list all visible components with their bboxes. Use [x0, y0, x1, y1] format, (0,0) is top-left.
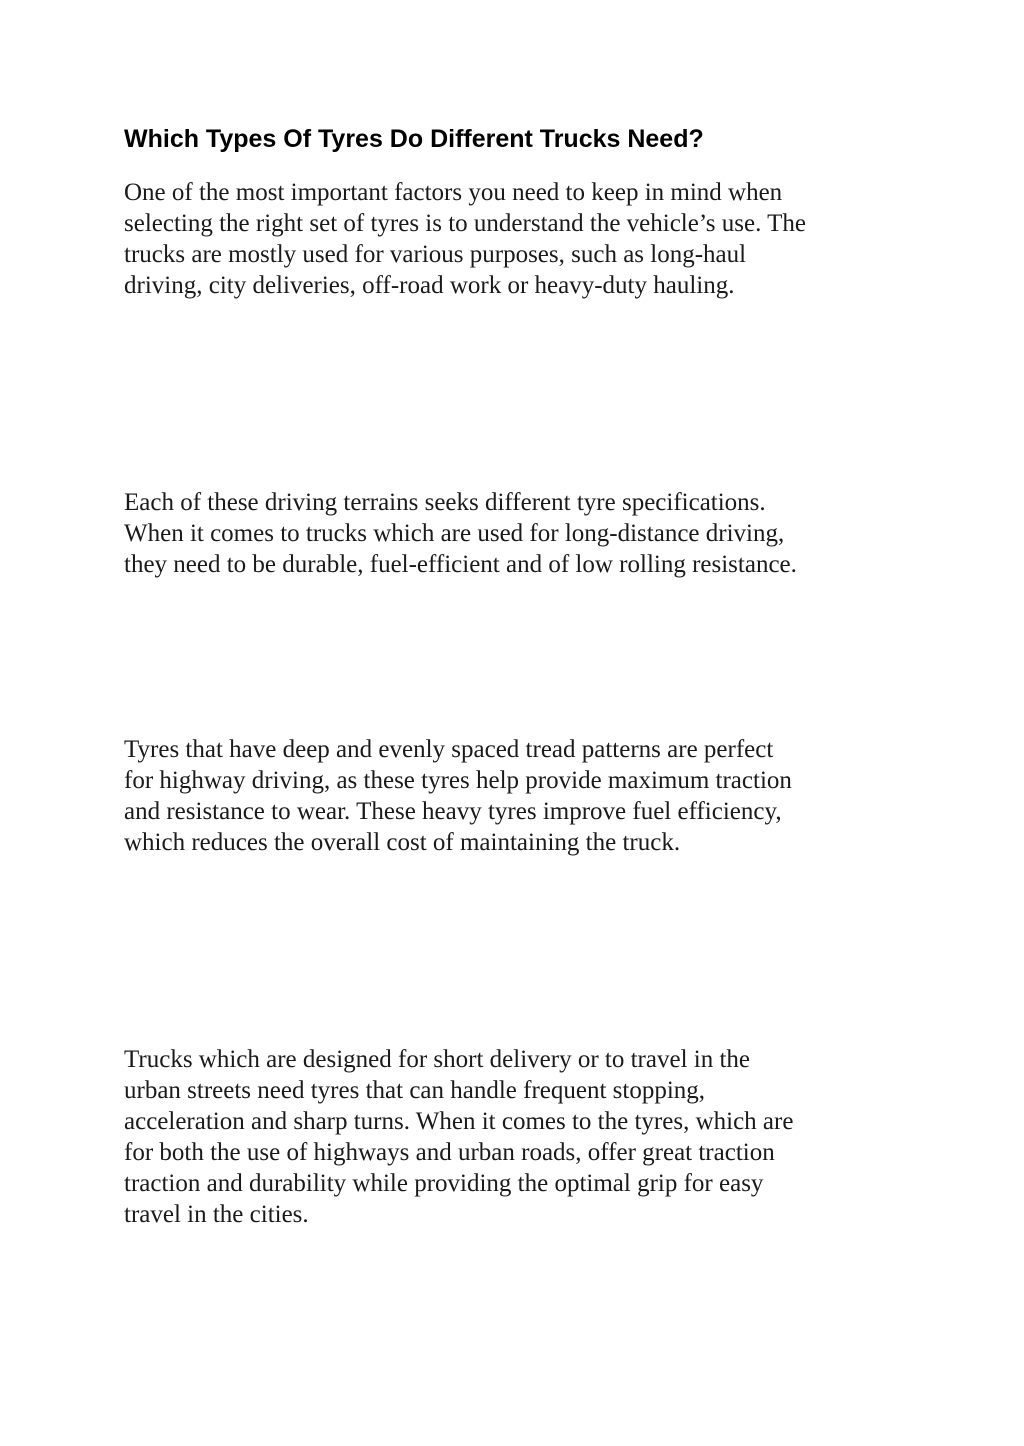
paragraph-line: Tyres that have deep and evenly spaced tread patterns are perfect — [124, 736, 774, 763]
paragraph-line: and resistance to wear. These heavy tyres improve fuel efficiency, — [124, 798, 782, 825]
paragraph-line: Trucks which are designed for short delivery or to travel in the — [124, 1046, 751, 1073]
paragraph-line: traction and durability while providing the optimal grip for easy — [124, 1170, 764, 1197]
paragraph-line: urban streets need tyres that can handle frequent stopping, — [124, 1077, 706, 1104]
paragraph-line: they need to be durable, fuel-efficient and of low rolling resistance. — [124, 551, 797, 578]
paragraph-line: for both the use of highways and urban roads, offer great traction — [124, 1139, 775, 1166]
paragraph-line: for highway driving, as these tyres help provide maximum traction — [124, 767, 792, 794]
paragraph-urban-tyres — [124, 1044, 914, 1230]
paragraph-highway-tyres — [124, 734, 914, 858]
paragraph-line: selecting the right set of tyres is to understand the vehicle’s use. The — [124, 210, 807, 237]
paragraph-line: driving, city deliveries, off-road work or heavy-duty hauling. — [124, 272, 735, 299]
paragraph-line: acceleration and sharp turns. When it comes to the tyres, which are — [124, 1108, 794, 1135]
paragraph-driving-terrains — [124, 487, 914, 580]
paragraph-line: Each of these driving terrains seeks different tyre specifications. — [124, 489, 766, 516]
document-title: Which Types Of Tyres Do Different Trucks Need? — [124, 125, 704, 153]
paragraph-line: When it comes to trucks which are used for long-distance driving, — [124, 520, 785, 547]
paragraph-line: which reduces the overall cost of maintaining the truck. — [124, 829, 681, 856]
paragraph-vehicle-use — [124, 177, 914, 301]
paragraph-line: trucks are mostly used for various purposes, such as long-haul — [124, 241, 747, 268]
paragraph-line: One of the most important factors you need to keep in mind when — [124, 179, 783, 206]
paragraph-line: travel in the cities. — [124, 1201, 309, 1228]
